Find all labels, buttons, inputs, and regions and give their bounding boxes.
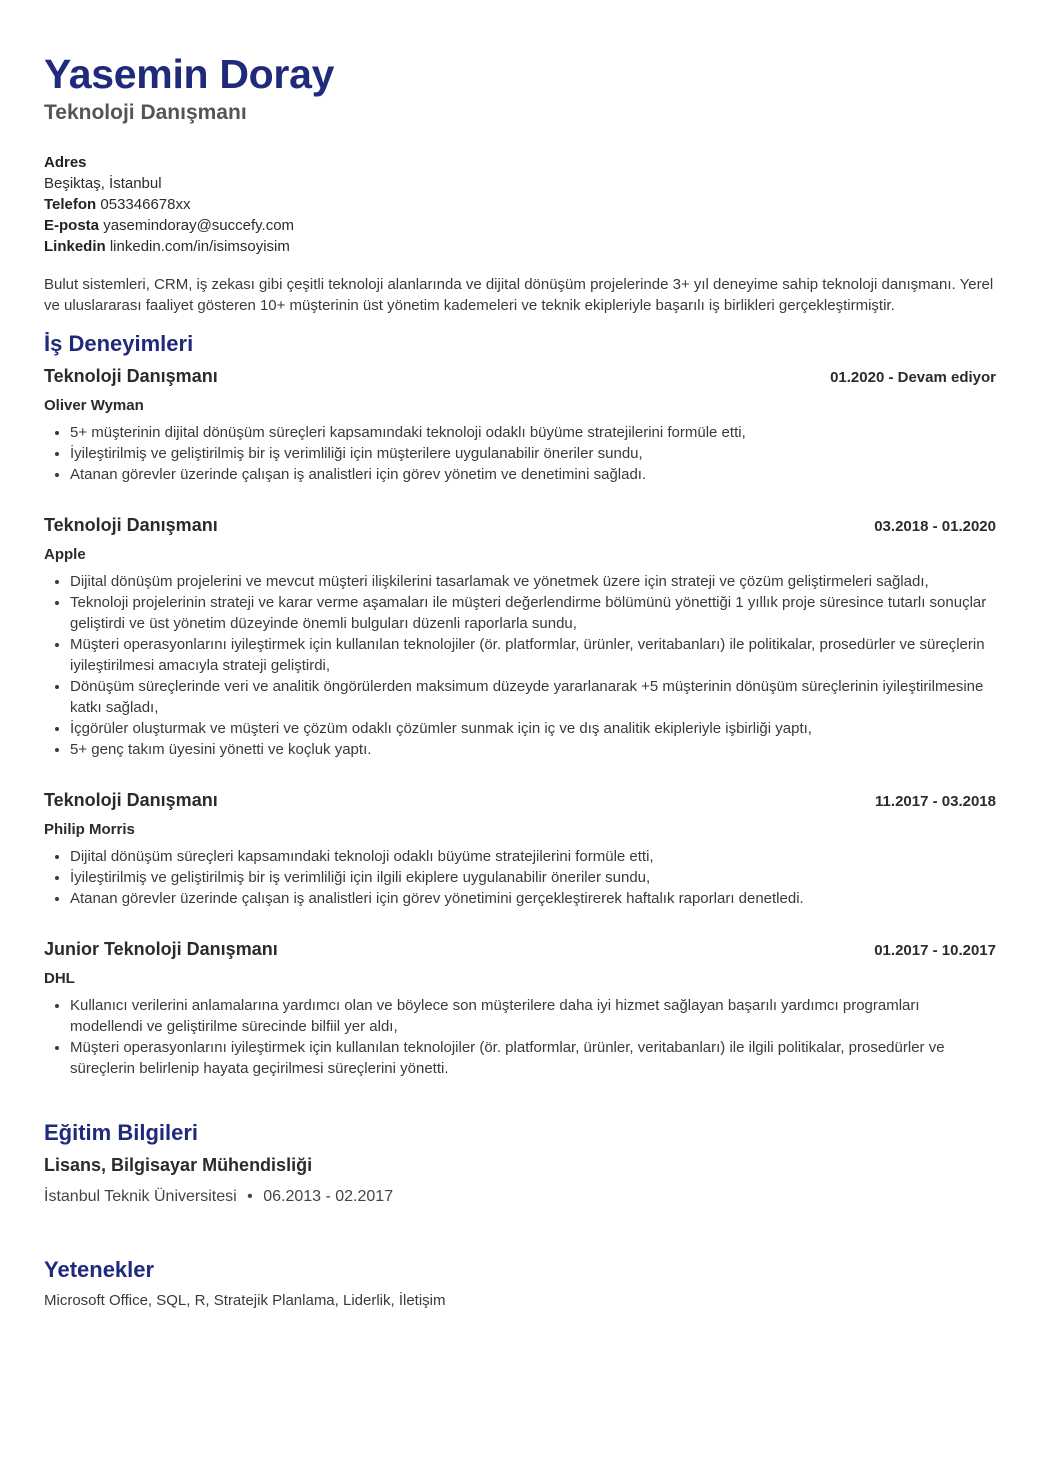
job-entry <box>44 790 996 909</box>
job-title: Teknoloji Danışmanı <box>44 790 218 810</box>
bullet-item: • 5+ genç takım üyesini yönetti ve koçluk yaptı. <box>70 739 996 760</box>
job-entry <box>44 939 996 1079</box>
bullet-item: • Atanan görevler üzerinde çalışan iş analistleri için görev yönetim ve denetimini sağladı. <box>70 464 996 485</box>
linkedin-value[interactable]: linkedin.com/in/isimsoyisim <box>109 238 290 255</box>
job-title: Teknoloji Danışmanı <box>44 366 218 386</box>
contact-block <box>44 152 996 257</box>
linkedin-label: Linkedin <box>44 238 106 255</box>
bullet-item: • İyileştirilmiş ve geliştirilmiş bir iş verimliliği için ilgili ekiplere uygulanabilir öneriler sundu, <box>70 867 996 888</box>
phone-value: 053346678xx <box>100 196 191 213</box>
education-separator: • <box>247 1188 253 1205</box>
education-details <box>44 1188 996 1206</box>
job-company: Oliver Wyman <box>44 397 144 414</box>
email-label: E-posta <box>44 217 100 234</box>
bullet-item: • İçgörüler oluşturmak ve müşteri ve çözüm odaklı çözümler sunmak için iç ve dış analitik ekipleriyle işbirliği yaptı, <box>70 718 996 739</box>
email-value[interactable]: yasemindoray@succefy.com <box>103 217 295 234</box>
job-company: Philip Morris <box>44 821 135 838</box>
job-date: 11.2017 - 03.2018 <box>875 793 996 810</box>
job-title: Junior Teknoloji Danışmanı <box>44 939 278 959</box>
bullet-item: • İyileştirilmiş ve geliştirilmiş bir iş verimliliği için müşterilere uygulanabilir öneriler sundu, <box>70 443 996 464</box>
bullet-item: • 5+ müşterinin dijital dönüşüm süreçleri kapsamındaki teknoloji odaklı büyüme stratejilerini formüle etti, <box>70 422 996 443</box>
education-dates: 06.2013 - 02.2017 <box>263 1188 394 1205</box>
job-entry <box>44 366 996 485</box>
linkedin-row <box>44 236 996 257</box>
bullet-item: • Müşteri operasyonlarını iyileştirmek için kullanılan teknolojiler (ör. platformlar, ürünler, veritabanları) ile ilgili politikalar, prosedürler ve süreçlerin belirlenip hayata geçirilmesi süreçlerini yönetti. <box>70 1037 996 1079</box>
address-value: Beşiktaş, İstanbul <box>44 175 162 192</box>
job-bullets <box>44 846 996 909</box>
job-date: 01.2017 - 10.2017 <box>874 942 996 959</box>
experience-section-title: İş Deneyimleri <box>44 331 194 356</box>
job-title: Teknoloji Danışmanı <box>44 515 218 535</box>
education-section-title: Eğitim Bilgileri <box>44 1120 199 1145</box>
bullet-item: • Teknoloji projelerinin strateji ve karar verme aşamaları ile müşteri değerlendirme bölümünü yönettiği 1 yıllık proje süresince tutarlı sonuçlar geliştirdi ve üst yönetim düzeyinde önemli bulguları düzenli raporlarla sundu, <box>70 592 996 634</box>
phone-label: Telefon <box>44 196 97 213</box>
job-bullets <box>44 995 996 1079</box>
phone-row <box>44 194 996 215</box>
bullet-item: • Atanan görevler üzerinde çalışan iş analistleri için görev yönetimini gerçekleştirerek haftalık raporları denetledi. <box>70 888 996 909</box>
address-label: Adres <box>44 154 87 171</box>
job-date: 03.2018 - 01.2020 <box>874 518 996 535</box>
education-school: İstanbul Teknik Üniversitesi <box>44 1188 237 1205</box>
bullet-item: • Müşteri operasyonlarını iyileştirmek için kullanılan teknolojiler (ör. platformlar, ürünler, veritabanları) ile politikalar, prosedürler ve süreçlerin iyileştirilmesi amacıyla strateji geliştirdi, <box>70 634 996 676</box>
bullet-item: • Kullanıcı verilerini anlamalarına yardımcı olan ve böylece son müşterilere daha iyi hizmet sağlayan başarılı yardımcı programları modellendi ve geliştirilme sürecinde bilfiil yer aldı, <box>70 995 996 1037</box>
education-degree: Lisans, Bilgisayar Mühendisliği <box>44 1155 313 1175</box>
job-bullets <box>44 571 996 760</box>
job-entry <box>44 515 996 760</box>
bullet-item: • Dijital dönüşüm projelerini ve mevcut müşteri ilişkilerini tasarlamak ve yönetmek üzere için strateji ve çözüm geliştirmeleri sağladı, <box>70 571 996 592</box>
bullet-item: • Dönüşüm süreçlerinde veri ve analitik öngörülerden maksimum düzeyde yararlanarak +5 müşterinin dönüşüm süreçlerinin iyileştirilmesine katkı sağladı, <box>70 676 996 718</box>
skills-list: Microsoft Office, SQL, R, Stratejik Planlama, Liderlik, İletişim <box>44 1292 446 1309</box>
bullet-item: • Dijital dönüşüm süreçleri kapsamındaki teknoloji odaklı büyüme stratejilerini formüle etti, <box>70 846 996 867</box>
professional-summary: Bulut sistemleri, CRM, iş zekası gibi çeşitli teknoloji alanlarında ve dijital dönüşüm projelerinde 3+ yıl deneyime sahip teknoloji danışmanı. Yerel ve uluslararası faaliyet gösteren 10+ müşterinin üst yönetim kademeleri ve teknik ekipleriyle başarılı iş birlikleri gerçekleştirmiştir. <box>44 276 994 314</box>
job-bullets <box>44 422 996 485</box>
job-company: DHL <box>44 970 75 987</box>
skills-section-title: Yetenekler <box>44 1257 155 1282</box>
email-row <box>44 215 996 236</box>
candidate-name: Yasemin Doray <box>44 51 335 97</box>
job-date: 01.2020 - Devam ediyor <box>830 369 996 386</box>
job-company: Apple <box>44 546 86 563</box>
candidate-role: Teknoloji Danışmanı <box>44 101 247 124</box>
